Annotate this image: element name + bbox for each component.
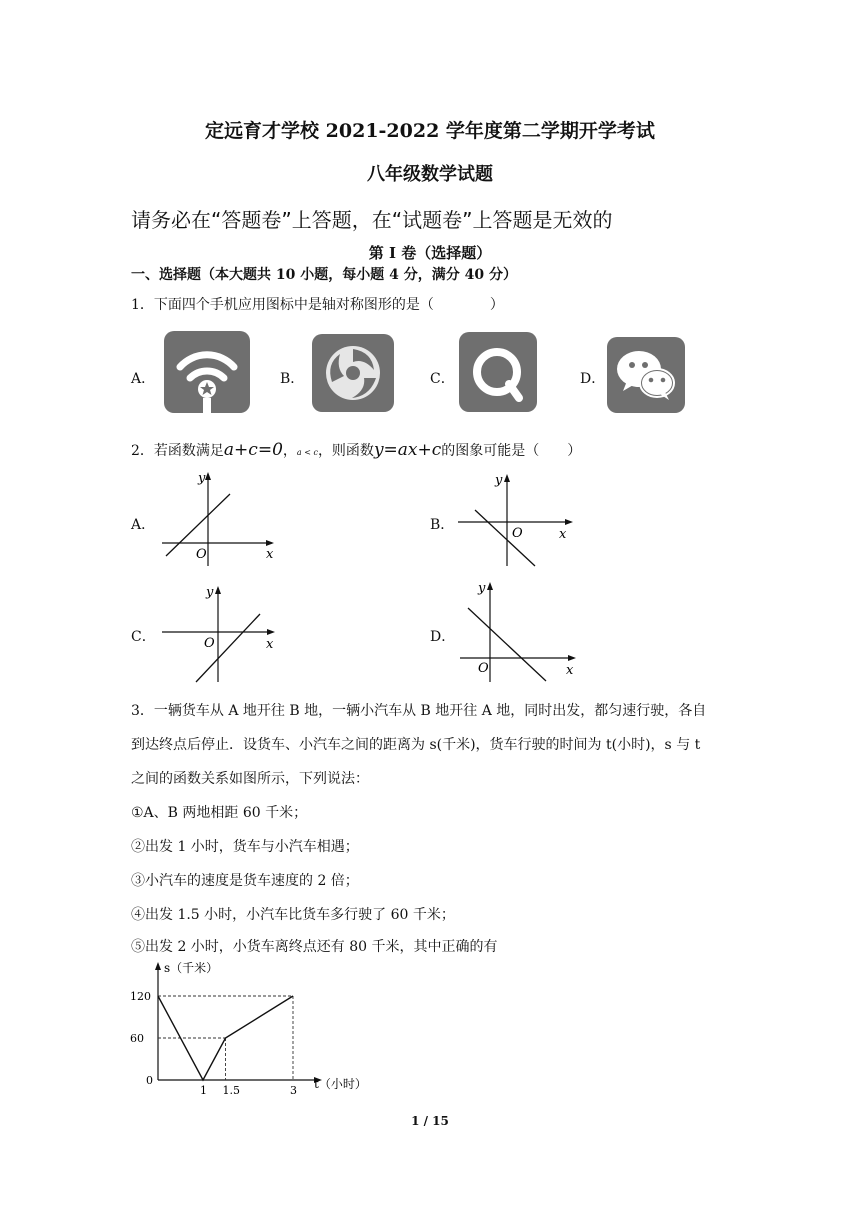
q2-graph-c [160, 580, 285, 685]
q1-option-c-label: C． [430, 371, 455, 387]
chart-x-tick-label: 3 [290, 1084, 297, 1094]
graph-a-x-label: x [266, 547, 274, 562]
graph-d-y-label: y [478, 581, 486, 596]
q1-option-b-label: B． [280, 371, 305, 387]
chart-x-tick-label: 1.5 [222, 1084, 240, 1094]
q2-suffix: 的图象可能是（ ） [441, 443, 582, 459]
chart-y-arrow [155, 962, 161, 970]
chart-y-tick-label: 60 [130, 1032, 144, 1045]
question-3-line-1: 3．一辆货车从 A 地开往 B 地，一辆小汽车从 B 地开往 A 地，同时出发，都匀速行驶，各自 [131, 703, 707, 719]
q2-prefix: 2．若函数满足 [131, 443, 224, 459]
graph-c-x-label: x [266, 637, 274, 652]
exam-title: 定远育才学校 2021-2022 学年度第二学期开学考试 [205, 120, 655, 142]
q2-option-b-label: B． [430, 517, 455, 533]
q2-condition-ineq: a < c [296, 448, 318, 457]
answer-notice: 请务必在“答题卷”上答题，在“试题卷”上答题是无效的 [131, 208, 613, 232]
graph-d-origin: O [478, 661, 489, 676]
q2-graph-a [160, 468, 280, 568]
graph-c-y-label: y [206, 585, 214, 600]
graph-b-x-label: x [559, 527, 567, 542]
q1-option-a-label: A． [131, 371, 156, 387]
q2-graph-d [458, 578, 583, 684]
chart-x-axis-label: t（小时） [314, 1077, 367, 1091]
graph-a-origin: O [196, 547, 207, 562]
q2-option-a-label: A． [131, 517, 156, 533]
q2-option-d-label: D． [430, 629, 456, 645]
chart-x-tick-label: 0 [146, 1074, 153, 1087]
wifi-star-icon [164, 331, 250, 413]
q2-function: y=ax+c [373, 440, 442, 460]
graph-d-x-label: x [566, 663, 574, 678]
wechat-icon [607, 337, 685, 413]
q-logo-icon [459, 332, 537, 412]
question-2-text [131, 440, 581, 460]
q3-statement-5: ⑤出发 2 小时，小货车离终点还有 80 千米，其中正确的有 [131, 939, 498, 955]
q3-statement-4: ④出发 1.5 小时，小汽车比货车多行驶了 60 千米； [131, 907, 455, 923]
graph-c-origin: O [204, 636, 215, 651]
exam-subtitle: 八年级数学试题 [367, 164, 493, 185]
q1-option-d-label: D． [580, 371, 606, 387]
q3-statement-2: ②出发 1 小时，货车与小汽车相遇； [131, 839, 359, 855]
question-3-line-2: 到达终点后停止．设货车、小汽车之间的距离为 s(千米)，货车行驶的时间为 t(小时)，s 与 t [131, 737, 701, 753]
chart-y-tick-label: 120 [130, 990, 151, 1003]
chart-y-axis-label: s（千米） [164, 961, 219, 975]
volume-heading: 第 I 卷（选择题） [368, 244, 492, 262]
q2-separator: ， [282, 443, 297, 459]
graph-a-y-label: y [198, 471, 206, 486]
swirl-logo-icon [312, 334, 394, 412]
section-heading: 一、选择题（本大题共 10 小题，每小题 4 分，满分 40 分） [131, 267, 517, 283]
chart-x-tick-label: 1 [200, 1084, 207, 1094]
q2-condition-sum: a+c=0 [223, 440, 283, 460]
question-1-text: 1．下面四个手机应用图标中是轴对称图形的是（ ） [131, 297, 504, 313]
chart-axes [155, 962, 322, 1083]
q3-statement-3: ③小汽车的速度是货车速度的 2 倍； [131, 873, 359, 889]
q3-statement-1: ①A、B 两地相距 60 千米； [131, 805, 308, 821]
graph-b-origin: O [512, 526, 523, 541]
q2-mid: ，则函数 [317, 443, 374, 459]
q3-distance-time-chart [128, 958, 378, 1094]
page-number: 1 / 15 [411, 1114, 449, 1128]
question-3-line-3: 之间的函数关系如图所示，下列说法： [131, 771, 369, 787]
q2-option-c-label: C． [131, 629, 156, 645]
graph-b-y-label: y [495, 473, 503, 488]
chart-tick-labels [130, 990, 297, 1094]
q2-graph-b [455, 470, 580, 570]
